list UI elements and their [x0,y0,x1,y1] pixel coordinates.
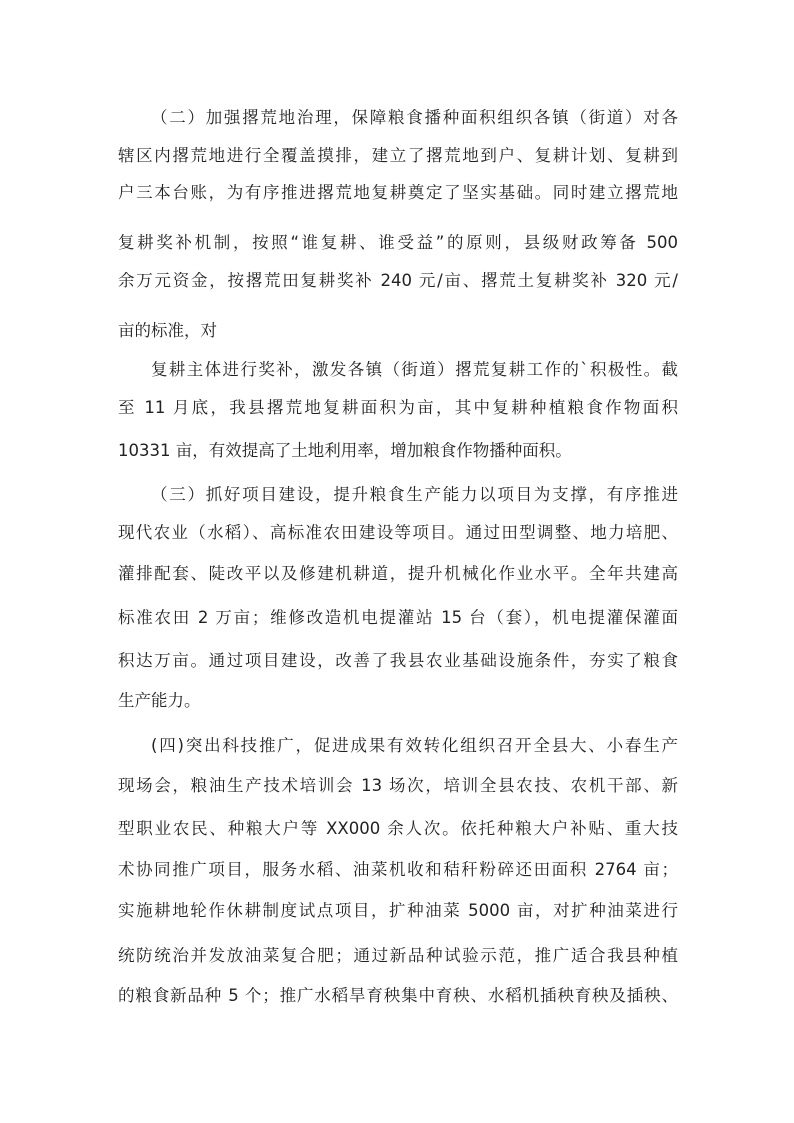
text-line: 术协同推广项目，服务水稻、油菜机收和秸秆粉碎还田面积 2764 亩； [118,860,678,879]
text-line: （二）加强撂荒地治理，保障粮食播种面积组织各镇（街道）对各 [151,108,678,127]
text-line: 灌排配套、陡改平以及修建机耕道，提升机械化作业水平。全年共建高 [118,564,678,583]
text-line: 积达万亩。通过项目建设，改善了我县农业基础设施条件，夯实了粮食 [118,651,678,670]
text-line: 标准农田 2 万亩；维修改造机电提灌站 15 台（套），机电提灌保灌面 [118,608,678,627]
text-line: 统防统治并发放油菜复合肥；通过新品种试验示范，推广适合我县种植 [118,946,678,965]
text-line: 辖区内撂荒地进行全覆盖摸排，建立了撂荒地到户、复耕计划、复耕到 [118,146,678,165]
text-line: 的粮食新品种 5 个；推广水稻旱育秧集中育秧、水稻机插秧育秧及插秧、 [118,986,678,1005]
text-line: 现代农业（水稻）、高标准农田建设等项目。通过田型调整、地力培肥、 [118,523,678,542]
text-line: 复耕主体进行奖补，激发各镇（街道）撂荒复耕工作的`积极性。截 [151,360,678,379]
text-line: 余万元资金，按撂荒田复耕奖补 240 元/亩、撂荒土复耕奖补 320 元/ [118,271,678,290]
text-line: (四)突出科技推广，促进成果有效转化组织召开全县大、小春生产 [151,736,678,755]
text-line: 亩的标准，对 [118,321,217,340]
text-line: 生产能力。 [118,691,201,710]
text-line: 现场会，粮油生产技术培训会 13 场次，培训全县农技、农机干部、新 [118,776,678,795]
text-line: 10331 亩，有效提高了土地利用率，增加粮食作物播种面积。 [118,441,572,460]
text-line: 至 11 月底，我县撂荒地复耕面积为亩，其中复耕种植粮食作物面积 [118,398,678,417]
text-line: 户三本台账，为有序推进撂荒地复耕奠定了坚实基础。同时建立撂荒地 [118,183,678,202]
text-line: 复耕奖补机制，按照“谁复耕、谁受益”的原则，县级财政筹备 500 [118,233,678,252]
text-line: 实施耕地轮作休耕制度试点项目，扩种油菜 5000 亩，对扩种油菜进行 [118,901,678,920]
text-line: 型职业农民、种粮大户等 XX000 余人次。依托种粮大户补贴、重大技 [118,819,678,838]
text-line: （三）抓好项目建设，提升粮食生产能力以项目为支撑，有序推进 [151,485,678,504]
